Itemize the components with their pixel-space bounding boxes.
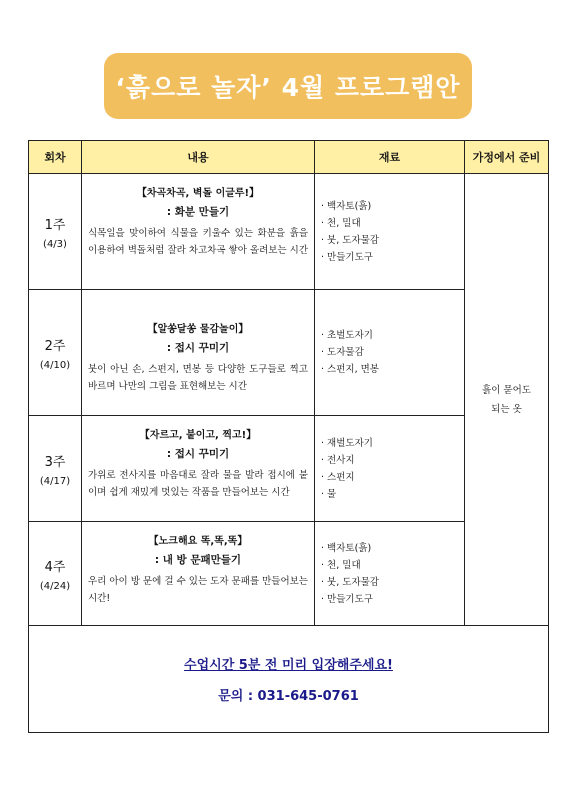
- table-row: [29, 174, 549, 290]
- page-title: ‘흙으로 놀자’ 4월 프로그램안: [115, 73, 461, 102]
- week-cell: [29, 416, 82, 522]
- activity-description: 붓이 아닌 손, 스펀지, 면봉 등 다양한 도구들로 찍고 바르며 나만의 그림을 표현해보는 시간: [88, 364, 308, 392]
- week-cell: [29, 522, 82, 626]
- material-item: · 천, 밀대: [321, 557, 464, 574]
- materials-cell: [315, 290, 465, 416]
- week-date: (4/10): [39, 359, 71, 371]
- content-cell: [82, 290, 315, 416]
- materials-cell: [315, 416, 465, 522]
- material-item: · 전사지: [321, 452, 464, 469]
- header-content: 내용: [82, 141, 315, 174]
- activity-title: 【차곡차곡, 벽돌 이글루!】: [136, 188, 260, 199]
- material-item: · 스펀지: [321, 469, 464, 486]
- materials-cell: [315, 522, 465, 626]
- prep-note-line2: 되는 옷: [491, 403, 522, 415]
- material-item: · 스펀지, 면봉: [321, 361, 464, 378]
- header-week: 회차: [29, 141, 82, 174]
- activity-subtitle: : 내 방 문패만들기: [154, 554, 242, 566]
- activity-subtitle: : 접시 꾸미기: [166, 342, 230, 354]
- material-item: · 만들기도구: [321, 591, 464, 608]
- activity-description: 우리 아이 방 문에 걸 수 있는 도자 문패를 만들어보는 시간!: [88, 576, 308, 604]
- activity-description: 가위로 전사지를 마음대로 잘라 물을 발라 접시에 붙이며 쉽게 재밌게 멋있는 작품을 만들어보는 시간: [88, 470, 308, 498]
- week-number: 4주: [44, 559, 66, 575]
- content-cell: [82, 174, 315, 290]
- content-cell: [82, 522, 315, 626]
- header-materials: 재료: [315, 141, 465, 174]
- material-item: · 도자물감: [321, 344, 464, 361]
- week-date: (4/3): [43, 238, 67, 250]
- week-date: (4/24): [39, 580, 71, 592]
- activity-title: 【노크해요 똑,똑,똑】: [148, 536, 248, 547]
- prep-cell: [465, 174, 549, 626]
- activity-subtitle: : 접시 꾸미기: [166, 448, 230, 460]
- material-item: · 백자토(흙): [321, 198, 464, 215]
- material-item: · 백자토(흙): [321, 540, 464, 557]
- footer-row: [29, 626, 549, 733]
- material-item: · 초벌도자기: [321, 327, 464, 344]
- week-number: 3주: [44, 454, 66, 470]
- material-item: · 만들기도구: [321, 249, 464, 266]
- program-table: [28, 140, 549, 733]
- footer-notice: 수업시간 5분 전 미리 입장해주세요!: [184, 658, 393, 673]
- prep-note-line1: 흙이 묻어도: [482, 384, 531, 396]
- activity-subtitle: : 화분 만들기: [166, 206, 230, 218]
- table-header-row: [29, 141, 549, 174]
- materials-cell: [315, 174, 465, 290]
- title-banner: [104, 53, 472, 119]
- material-item: · 붓, 도자물감: [321, 574, 464, 591]
- header-prep: 가정에서 준비: [465, 141, 549, 174]
- activity-title: 【알쏭달쏭 물감놀이】: [147, 324, 249, 335]
- content-cell: [82, 416, 315, 522]
- week-number: 2주: [44, 338, 66, 354]
- week-cell: [29, 174, 82, 290]
- activity-description: 식목일을 맞이하여 식물을 키울수 있는 화분을 흙을 이용하여 벽돌처럼 잘라 차고차곡 쌓아 올려보는 시간: [88, 228, 309, 256]
- footer-contact: 문의 : 031-645-0761: [218, 689, 359, 704]
- material-item: · 천, 밀대: [321, 215, 464, 232]
- week-cell: [29, 290, 82, 416]
- material-item: · 물: [321, 486, 464, 503]
- week-date: (4/17): [39, 475, 71, 487]
- week-number: 1주: [44, 217, 66, 233]
- footer-cell: [29, 626, 549, 733]
- material-item: · 붓, 도자물감: [321, 232, 464, 249]
- activity-title: 【자르고, 붙이고, 찍고!】: [139, 430, 257, 441]
- material-item: · 재벌도자기: [321, 435, 464, 452]
